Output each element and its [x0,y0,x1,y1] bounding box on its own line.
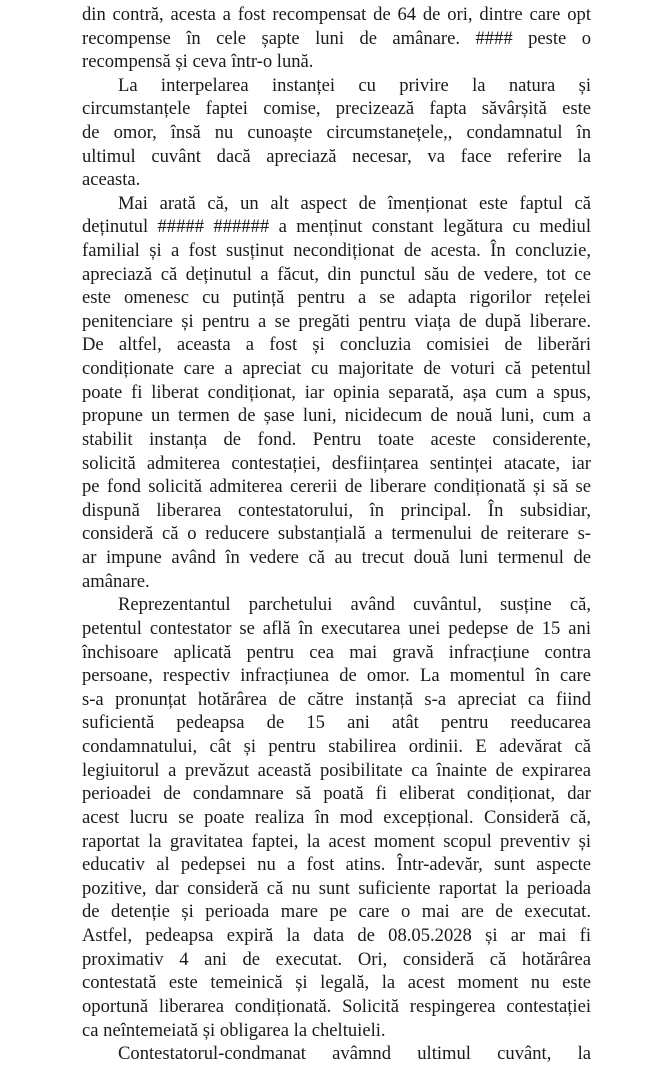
text-line: propune un termen de șase luni, nicidecum de nouă luni, cum a [82,405,591,426]
text-line: de detenție și perioada mare pe care o mai are de executat. [82,901,591,922]
text-line: Astfel, pedeapsa expiră la data de 08.05.2028 și ar mai fi [82,925,591,946]
text-line: penitenciare și pentru a se pregăti pentru viața de după liberare. [82,311,591,332]
text-line: închisoare aplicată pentru cea mai gravă infracțiune contra [82,642,591,663]
text-line: perioadei de condamnare să poată fi eliberat condiționat, dar [82,783,591,804]
text-line: De altfel, aceasta a fost și concluzia comisiei de liberări [82,334,591,355]
text-line: ar impune având în vedere că au trecut două luni termenul de [82,547,591,568]
text-line: din contră, acesta a fost recompensat de 64 de ori, dintre care opt [82,4,591,25]
text-line: suficientă pedeapsa de 15 ani atât pentru reeducarea [82,712,591,733]
text-line: educativ al pedepsei nu a fost atins. Într-adevăr, sunt aspecte [82,854,591,875]
text-line: petentul contestator se află în executarea unei pedepse de 15 ani [82,618,591,639]
text-line: acest lucru se poate realiza în mod excepțional. Consideră că, [82,807,591,828]
text-line: solicită admiterea contestației, desființarea sentinței atacate, iar [82,453,591,474]
text-line: deținutul ##### ###### a menținut constant legătura cu mediul [82,216,591,237]
text-line: recompense în cele șapte luni de amânare. #### peste o [82,28,591,49]
text-line: persoane, respectiv infracțiunea de omor. La momentul în care [82,665,591,686]
text-line: ultimul cuvânt dacă apreciază necesar, va face referire la [82,146,591,167]
text-line: apreciază că deținutul a făcut, din punctul său de vedere, tot ce [82,264,591,285]
text-line: dispună liberarea contestatorului, în principal. În subsidiar, [82,500,591,521]
text-line: pozitive, dar consideră că nu sunt suficiente raportat la perioada [82,878,591,899]
text-line: s-a pronunțat hotărârea de către instanță s-a apreciat ca fiind [82,689,591,710]
text-line: poate fi liberat condiționat, iar opinia separată, așa cum a spus, [82,382,591,403]
text-line: recompensă și ceva într-o lună. [82,51,314,72]
text-line: amânare. [82,571,150,592]
text-line: La interpelarea instanței cu privire la natura și [118,75,591,96]
text-line: ca neîntemeiată și obligarea la cheltuieli. [82,1020,386,1041]
text-line: oportună liberarea condiționată. Solicită respingerea contestației [82,996,591,1017]
text-line: pe fond solicită admiterea cererii de liberare condiționată și să se [82,476,591,497]
text-line: de omor, însă nu cunoaște circumstanețele,, condamnatul în [82,122,591,143]
text-line: Contestatorul-condmanat avâmnd ultimul cuvânt, la [118,1043,591,1064]
text-line: Mai arată că, un alt aspect de îmenționat este faptul că [118,193,591,214]
text-line: stabilit instanța de fond. Pentru toate aceste considerente, [82,429,591,450]
text-line: contestată este temeinică și legală, la acest moment nu este [82,972,591,993]
text-line: aceasta. [82,169,141,190]
text-line: Reprezentantul parchetului având cuvântul, susține că, [118,594,591,615]
text-line: este omenesc cu putință pentru a se adapta rigorilor rețelei [82,287,591,308]
text-line: condiționate care a apreciat cu majoritate de voturi că petentul [82,358,591,379]
text-line: legiuitorul a prevăzut această posibilitate ca înainte de expirarea [82,760,591,781]
text-line: consideră că o reducere substanțială a termenului de reiterare s- [82,523,591,544]
text-line: familial și a fost susținut necondiționat de acesta. În concluzie, [82,240,591,261]
text-line: raportat la gravitatea faptei, la acest moment scopul preventiv și [82,831,591,852]
text-line: condamnatului, cât și pentru stabilirea ordinii. E adevărat că [82,736,591,757]
text-line: proximativ 4 ani de executat. Ori, consideră că hotărârea [82,949,591,970]
text-line: circumstanțele faptei comise, precizează fapta săvârșită este [82,98,591,119]
